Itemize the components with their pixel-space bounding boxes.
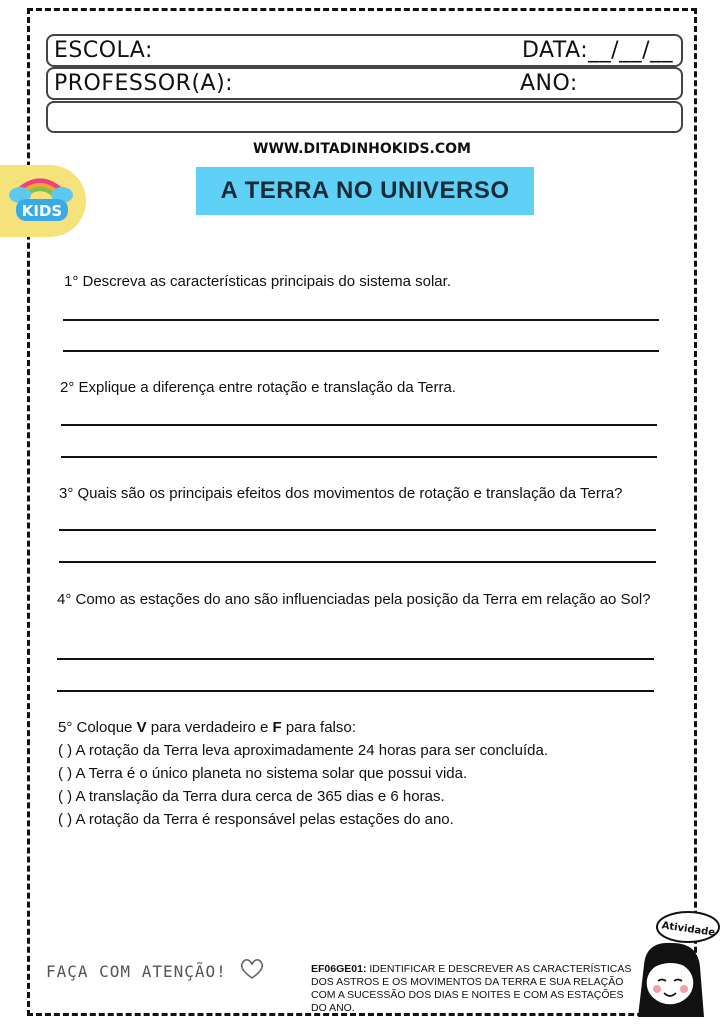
answer-line[interactable] (57, 690, 654, 692)
question-5: 5° Coloque V para verdadeiro e F para falso: (58, 719, 356, 736)
tf-item[interactable]: ( ) A Terra é o único planeta no sistema solar que possui vida. (58, 765, 468, 782)
question-3: 3° Quais são os principais efeitos dos movimentos de rotação e translação da Terra? (59, 485, 623, 502)
question-1: 1° Descreva as características principais do sistema solar. (64, 273, 451, 290)
tf-item[interactable]: ( ) A rotação da Terra leva aproximadamente 24 horas para ser concluída. (58, 742, 548, 759)
answer-line[interactable] (59, 561, 656, 563)
answer-line[interactable] (59, 529, 656, 531)
heart-icon (239, 957, 265, 981)
question-4: 4° Como as estações do ano são influenciadas pela posição da Terra em relação ao Sol? (57, 591, 651, 608)
v-marker: V (136, 719, 147, 736)
school-label: ESCOLA: (54, 38, 153, 63)
answer-line[interactable] (61, 424, 657, 426)
page-title: A TERRA NO UNIVERSO (196, 167, 534, 215)
school-date-box[interactable] (46, 34, 683, 67)
footer-note: FAÇA COM ATENÇÃO! (46, 957, 265, 981)
girl-character-illustration (624, 905, 724, 1020)
question-2: 2° Explique a diferença entre rotação e translação da Terra. (60, 379, 456, 396)
f-marker: F (272, 719, 282, 736)
activity-badge: Atividade (660, 920, 716, 939)
answer-line[interactable] (57, 658, 654, 660)
page-border (27, 8, 697, 1016)
answer-line[interactable] (61, 456, 657, 458)
skill-description: IDENTIFICAR E DESCREVER AS CARACTERÍSTICAS DOS ASTROS E OS MOVIMENTOS DA TERRA E SUA RELAÇÃO COM A SUCESSÃO DOS DIAS E NOITES E COM AS ESTAÇÕES DO ANO. (311, 963, 632, 1014)
year-label: ANO: (520, 71, 578, 96)
blank-header-box[interactable] (46, 101, 683, 133)
teacher-year-box[interactable] (46, 67, 683, 100)
tf-item[interactable]: ( ) A rotação da Terra é responsável pelas estações do ano. (58, 811, 454, 828)
bncc-skill (311, 963, 641, 1015)
website-url: WWW.DITADINHOKIDS.COM (253, 141, 471, 157)
date-label: DATA:__/__/__ (521, 38, 673, 63)
tf-item[interactable]: ( ) A translação da Terra dura cerca de 365 dias e 6 horas. (58, 788, 445, 805)
teacher-label: PROFESSOR(A): (54, 71, 234, 96)
rainbow-cloud-icon (0, 165, 86, 237)
answer-line[interactable] (63, 350, 659, 352)
answer-line[interactable] (63, 319, 659, 321)
logo-text: KIDS (21, 202, 63, 220)
skill-code: EF06GE01: (311, 963, 367, 975)
kids-logo (0, 165, 86, 237)
